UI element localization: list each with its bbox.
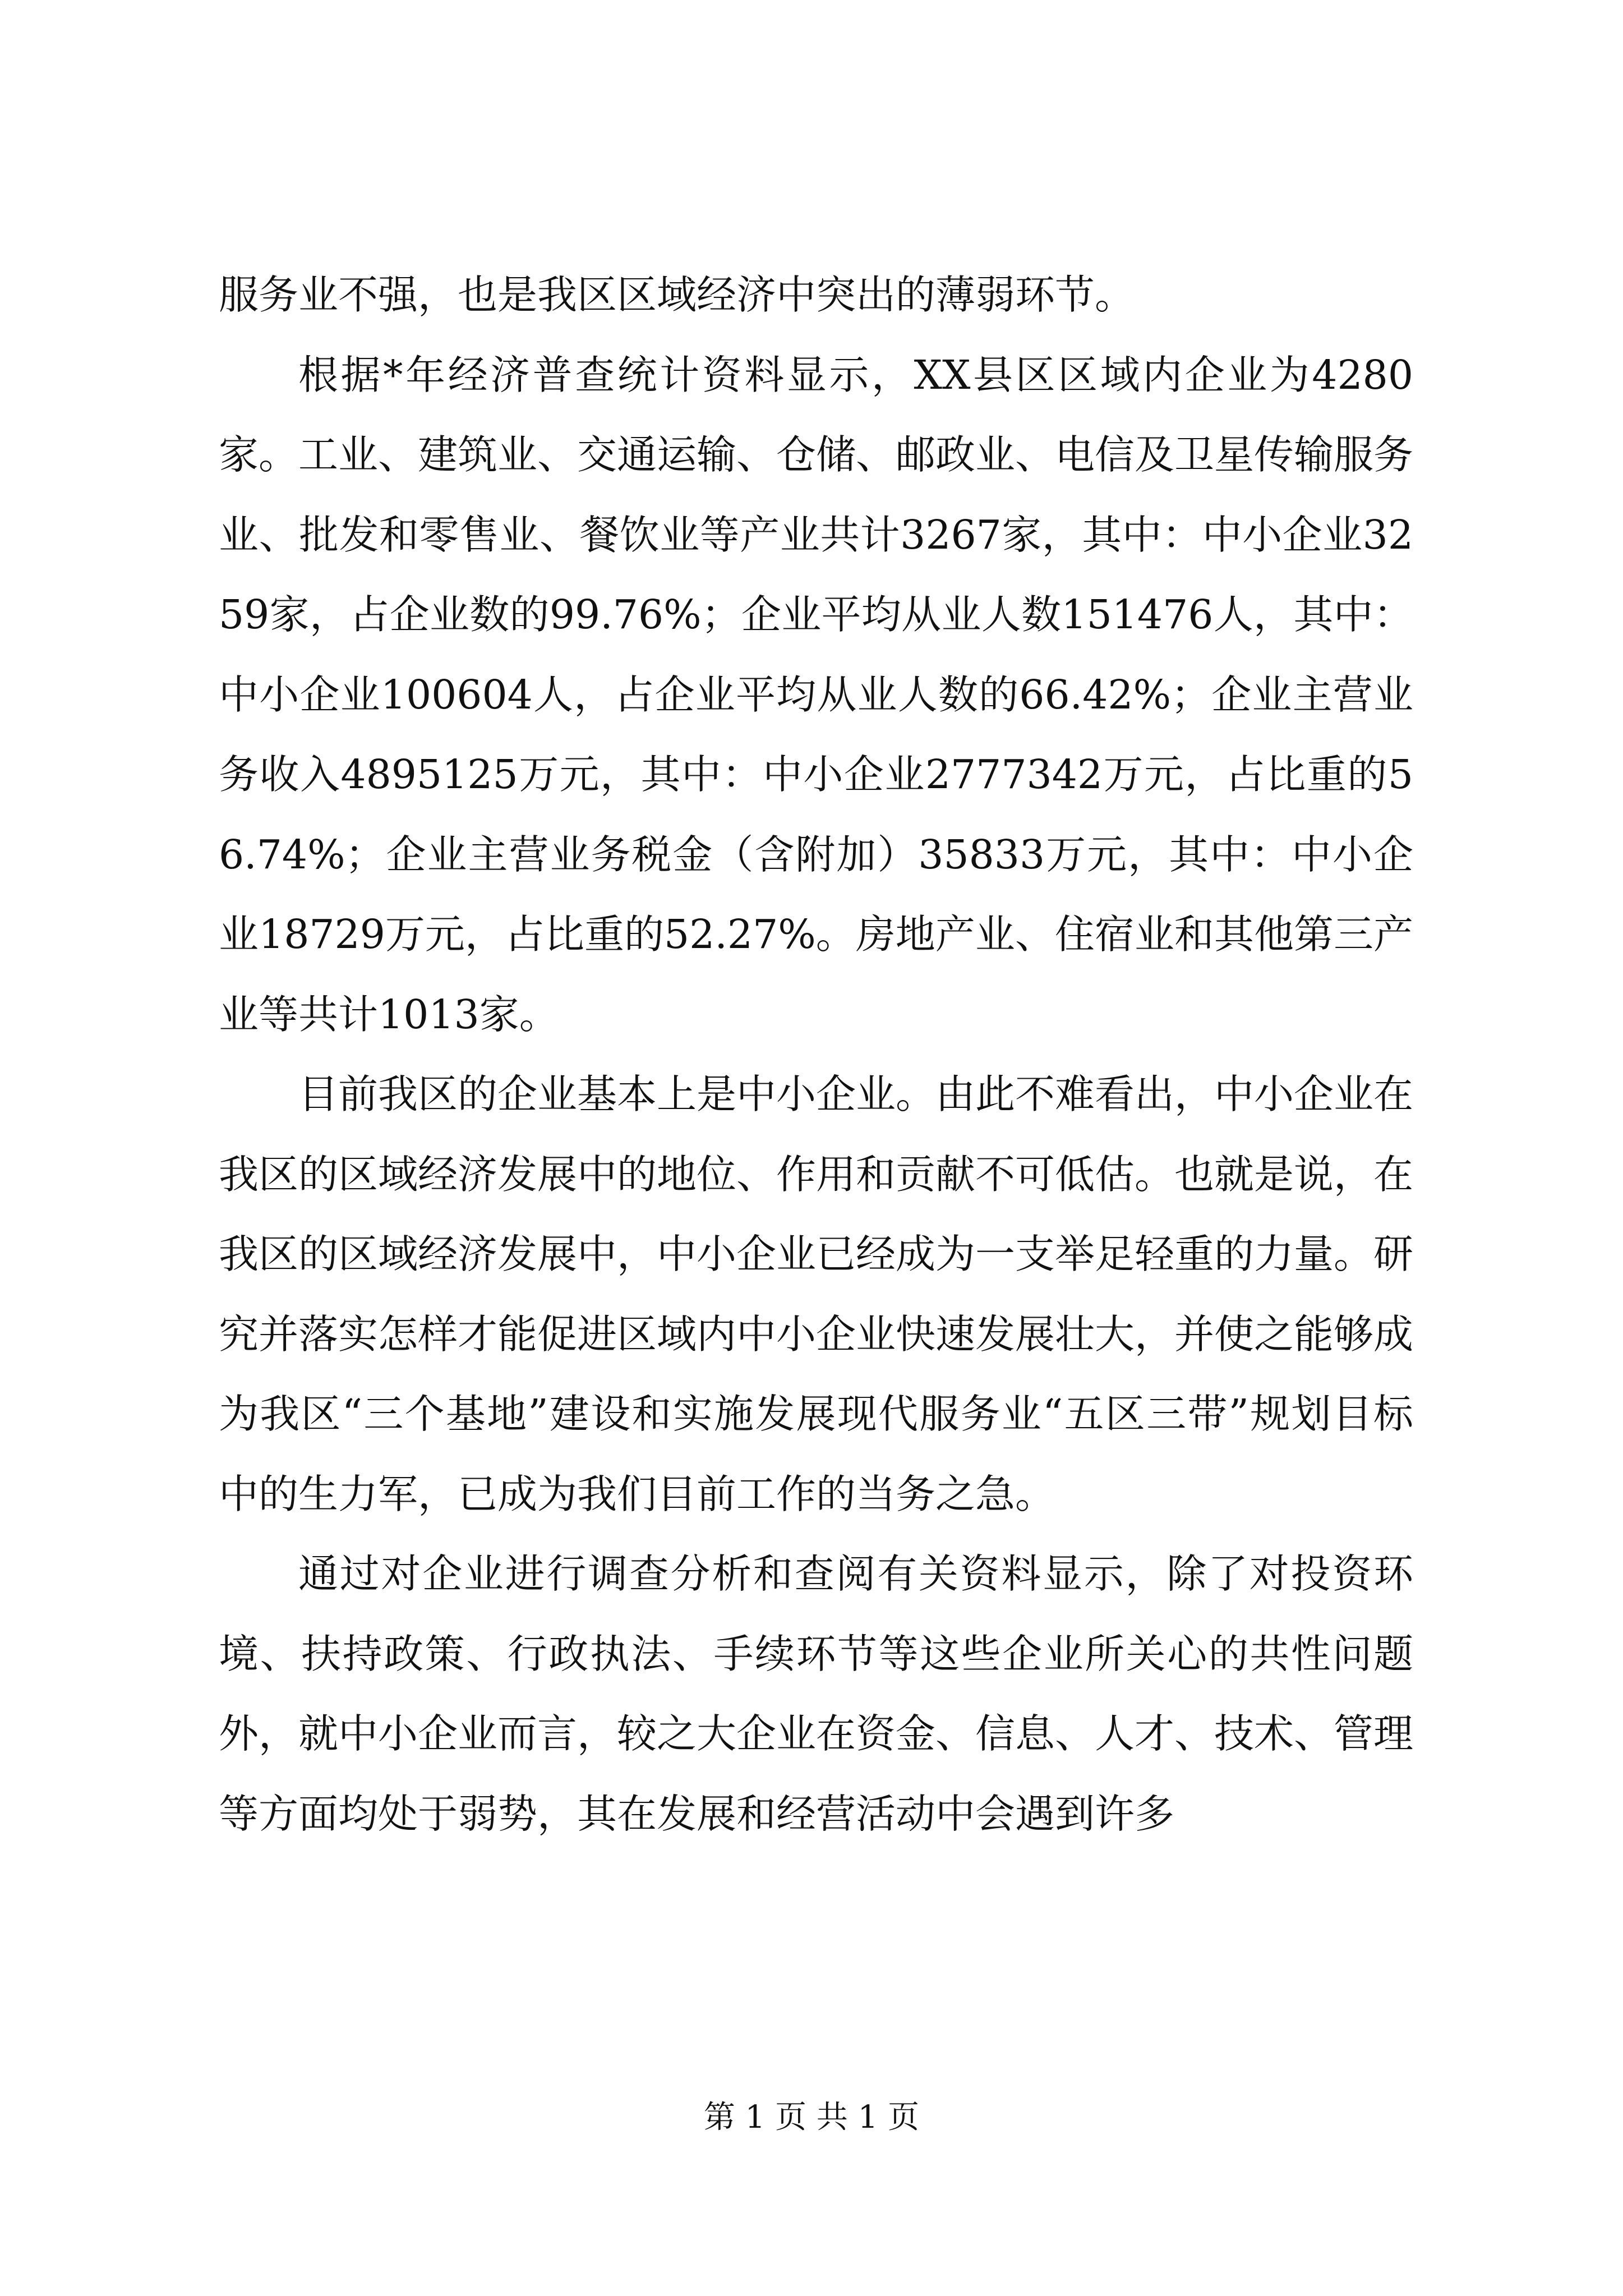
document-body bbox=[219, 255, 1413, 1854]
paragraph-continuation: 服务业不强，也是我区区域经济中突出的薄弱环节。 bbox=[219, 272, 1135, 318]
page-footer: 第 1 页 共 1 页 bbox=[703, 2099, 920, 2136]
paragraph-survey-analysis: 通过对企业进行调查分析和查阅有关资料显示，除了对投资环境、扶持政策、行政执法、手续环节等这些企业所关心的共性问题外，就中小企业而言，较之大企业在资金、信息、人才、技术、管理等方面均处于弱势，其在发展和经营活动中会遇到许多 bbox=[219, 1550, 1414, 1837]
paragraph-statistics: 根据*年经济普查统计资料显示，XX县区区域内企业为4280家。工业、建筑业、交通运输、仓储、邮政业、电信及卫星传输服务业、批发和零售业、餐饮业等产业共计3267家，其中：中小企业3259家，占企业数的99.76%；企业平均从业人数151476人，其中：中小企业100604人，占企业平均从业人数的66.42%；企业主营业务收入4895125万元，其中：中小企业2777342万元，占比重的56.74%；企业主营业务税金（含附加）35833万元，其中：中小企业18729万元，占比重的52.27%。房地产业、住宿业和其他第三产业等共计1013家。 bbox=[219, 351, 1414, 1038]
paragraph-sme-importance: 目前我区的企业基本上是中小企业。由此不难看出，中小企业在我区的区域经济发展中的地位、作用和贡献不可低估。也就是说，在我区的区域经济发展中，中小企业已经成为一支举足轻重的力量。研究并落实怎样才能促进区域内中小企业快速发展壮大，并使之能够成为我区“三个基地”建设和实施发展现代服务业“五区三带”规划目标中的生力军，已成为我们目前工作的当务之急。 bbox=[219, 1071, 1414, 1517]
